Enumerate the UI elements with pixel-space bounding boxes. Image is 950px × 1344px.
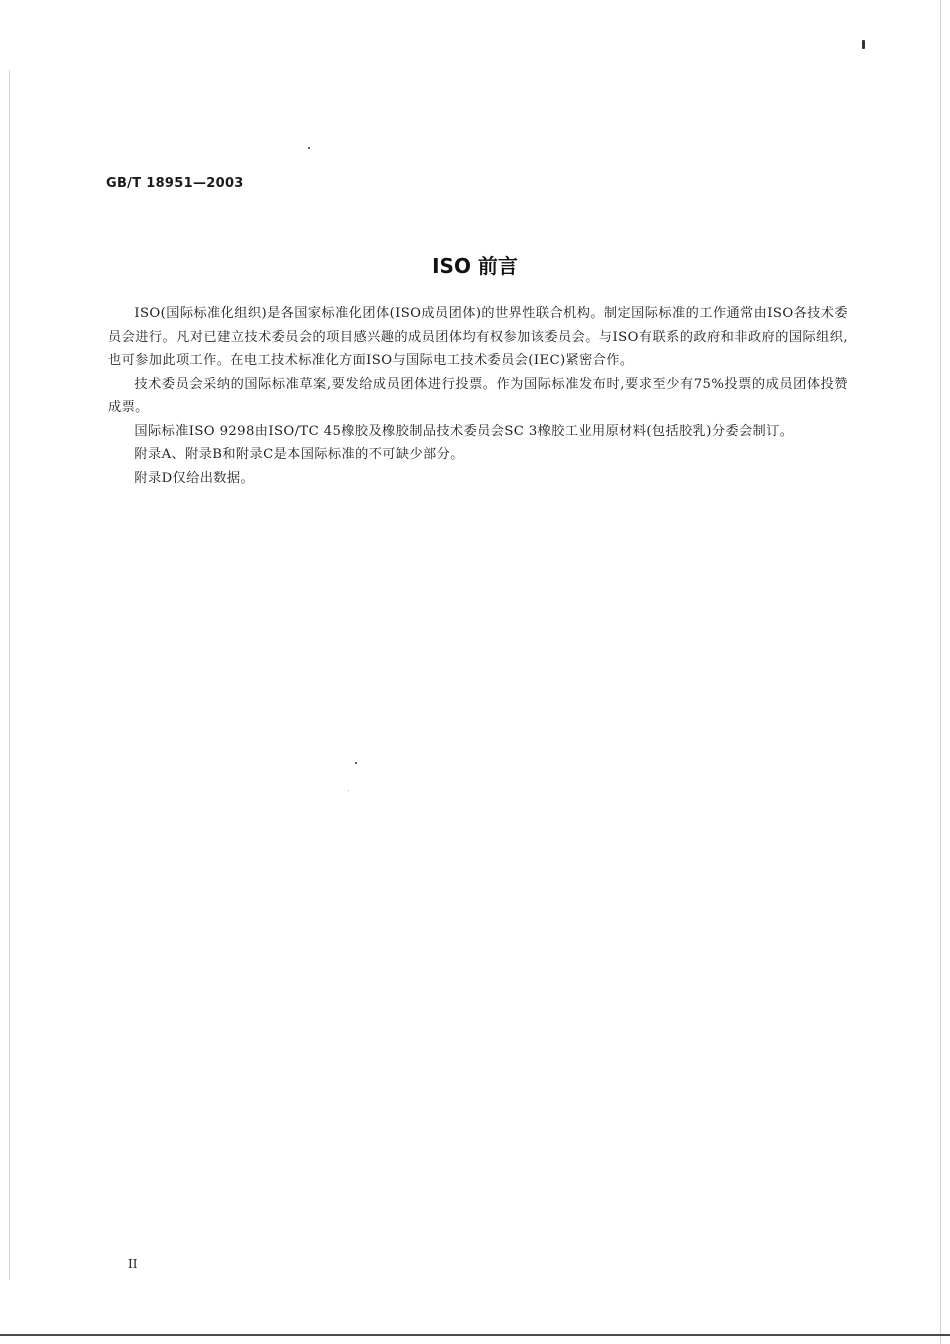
paragraph: 附录D仅给出数据。 (134, 470, 255, 486)
standard-number: GB/T 18951—2003 (106, 176, 244, 191)
scan-speck (308, 147, 310, 149)
scan-speck (348, 790, 349, 791)
scan-edge-right (940, 0, 941, 1344)
preface-body (108, 302, 848, 490)
paragraph: 技术委员会采纳的国际标准草案,要发给成员团体进行投票。作为国际标准发布时,要求至少有75%投票的成员团体投赞成票。 (108, 376, 848, 415)
scan-edge-bottom (0, 1334, 950, 1336)
paragraph: ISO(国际标准化组织)是各国家标准化团体(ISO成员团体)的世界性联合机构。制定国际标准的工作通常由ISO各技术委员会进行。凡对已建立技术委员会的项目感兴趣的成员团体均有权参加该委员会。与ISO有联系的政府和非政府的国际组织,也可参加此项工作。在电工技术标准化方面ISO与国际电工技术委员会(IEC)紧密合作。 (108, 306, 848, 368)
page-number: II (128, 1257, 138, 1271)
paragraph: 附录A、附录B和附录C是本国际标准的不可缺少部分。 (134, 447, 464, 462)
page-title: ISO 前言 (432, 254, 518, 278)
scan-speck (355, 762, 357, 764)
scan-speck (862, 40, 865, 49)
paragraph: 国际标准ISO 9298由ISO/TC 45橡胶及橡胶制品技术委员会SC 3橡胶工业用原材料(包括胶乳)分委会制订。 (134, 423, 794, 439)
